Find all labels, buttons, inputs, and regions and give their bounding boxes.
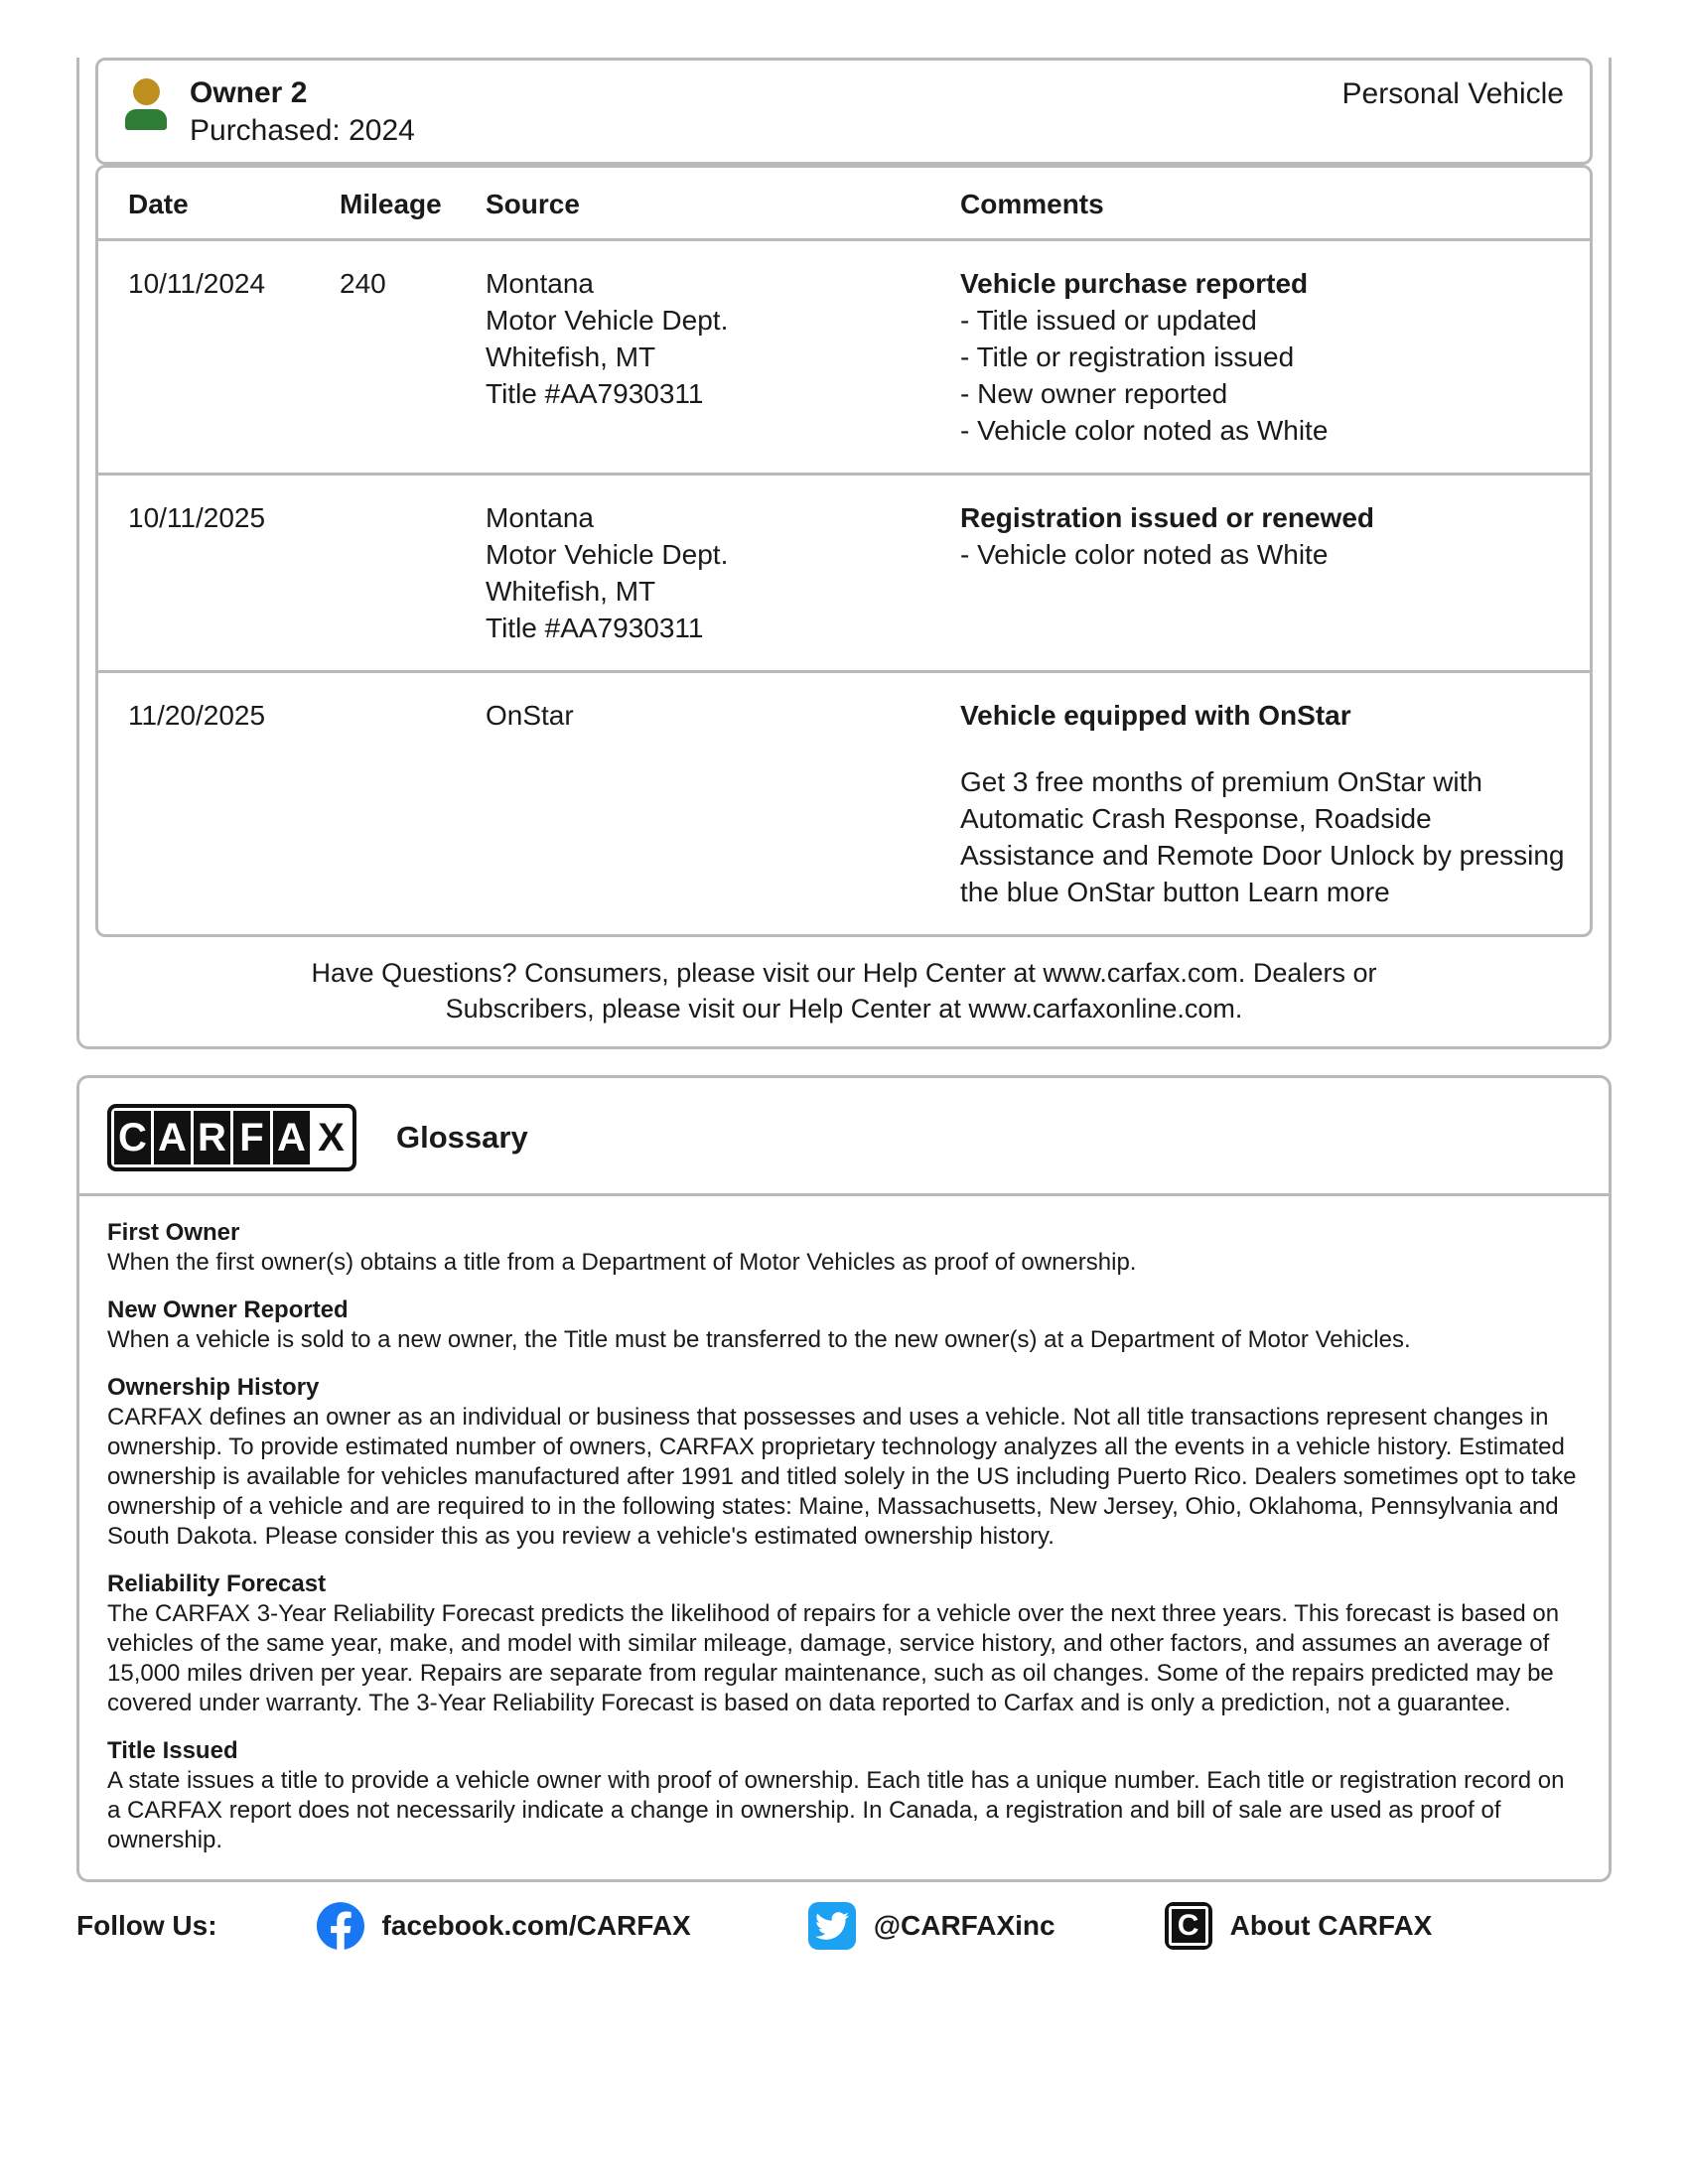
carfax-logo (107, 1104, 356, 1171)
glossary-definition: CARFAX defines an owner as an individual or business that possesses and uses a vehicle. Not all title transactions represent changes in ownership. To provide estimated number of owners, CARFAX proprietary technology analyzes all the events in a vehicle history. Estimated ownership is available for vehicles manufactured after 1991 and titled solely in the US including Puerto Rico. Dealers sometimes opt to take ownership of a vehicle and are required to in the following states: Maine, Massachusetts, New Jersey, Ohio, Oklahoma, Pennsylvania and South Dakota. Please consider this as you review a vehicle's estimated ownership history. (107, 1404, 1577, 1550)
table-row (98, 238, 1590, 473)
comment-item: - Title or registration issued (960, 341, 1295, 372)
row-comments (960, 697, 1580, 910)
table-row (98, 473, 1590, 670)
glossary-term: Reliability Forecast (107, 1570, 327, 1597)
row-comments (960, 265, 1580, 449)
carfax-logo-letter: A (154, 1111, 191, 1164)
comment-item: - Vehicle color noted as White (960, 539, 1329, 570)
person-icon-body (125, 109, 167, 130)
source-line: Whitefish, MT (486, 341, 656, 372)
owner-purchased-label: Purchased: 2024 (190, 114, 415, 147)
glossary-body (79, 1196, 1609, 1879)
person-icon-head (133, 78, 160, 105)
facebook-icon[interactable] (317, 1902, 364, 1950)
social-footer (76, 1902, 1688, 1950)
glossary-term: Ownership History (107, 1374, 320, 1401)
table-row (98, 670, 1590, 934)
row-date: 10/11/2025 (128, 502, 266, 533)
twitter-icon[interactable] (808, 1902, 856, 1950)
vehicle-history-section (76, 58, 1612, 1049)
glossary-term: New Owner Reported (107, 1297, 349, 1323)
owner-header-text (190, 74, 415, 150)
twitter-link[interactable]: @CARFAXinc (873, 1910, 1055, 1941)
row-source (486, 265, 960, 449)
source-line: Whitefish, MT (486, 576, 656, 607)
glossary-term: First Owner (107, 1219, 240, 1246)
glossary-definition: When a vehicle is sold to a new owner, the Title must be transferred to the new owner(s) at a Department of Motor Vehicles. (107, 1326, 1411, 1353)
help-text-line: Subscribers, please visit our Help Center at www.carfaxonline.com. (445, 994, 1243, 1024)
comment-item: - Title issued or updated (960, 305, 1257, 336)
glossary-definition: A state issues a title to provide a vehicle owner with proof of ownership. Each title has a unique number. Each title or registration record on a CARFAX report does not necessarily indicate a change in ownership. In Canada, a registration and bill of sale are used as proof of ownership. (107, 1767, 1565, 1853)
owner-header-left (124, 74, 415, 150)
glossary-entry (107, 1218, 1581, 1278)
carfax-c-icon[interactable] (1165, 1902, 1212, 1950)
glossary-entry (107, 1736, 1581, 1855)
glossary-entry (107, 1570, 1581, 1718)
carfax-logo-letter: A (273, 1111, 310, 1164)
column-header-mileage: Mileage (340, 189, 442, 219)
glossary-entry (107, 1296, 1581, 1355)
comment-paragraph (960, 763, 1568, 910)
row-date: 11/20/2025 (128, 700, 266, 731)
glossary-definition: The CARFAX 3-Year Reliability Forecast predicts the likelihood of repairs for a vehicle over the next three years. This forecast is based on vehicles of the same year, make, and model with similar mileage, damage, service history, and other factors, and assumes an average of 15,000 miles driven per year. Repairs are separate from regular maintenance, such as oil changes. Some of the repairs predicted may be covered under warranty. The 3-Year Reliability Forecast is based on data reported to Carfax and is only a prediction, not a guarantee. (107, 1600, 1560, 1716)
owner-person-icon (124, 78, 168, 130)
glossary-definition: When the first owner(s) obtains a title from a Department of Motor Vehicles as proof of ownership. (107, 1249, 1137, 1276)
history-table (95, 165, 1593, 937)
comment-title: Vehicle purchase reported (960, 268, 1309, 299)
glossary-entry (107, 1373, 1581, 1552)
row-mileage (340, 499, 486, 646)
source-line: Montana (486, 268, 594, 299)
column-header-comments: Comments (960, 189, 1104, 219)
carfax-logo-letter: X (313, 1111, 350, 1164)
source-line: OnStar (486, 700, 574, 731)
carfax-c-icon-frame (1169, 1906, 1208, 1946)
source-line: Title #AA7930311 (486, 613, 704, 643)
column-header-date: Date (128, 189, 189, 219)
about-carfax-link[interactable]: About CARFAX (1229, 1910, 1433, 1941)
help-text-line: Have Questions? Consumers, please visit our Help Center at www.carfax.com. Dealers or (311, 958, 1377, 988)
source-line: Motor Vehicle Dept. (486, 539, 729, 570)
onstar-offer-text: Get 3 free months of premium OnStar with Automatic Crash Response, Roadside Assistance and Remote Door Unlock by pressing the blue OnStar button (960, 766, 1565, 907)
row-mileage: 240 (340, 268, 386, 299)
source-line: Montana (486, 502, 594, 533)
vehicle-type-label: Personal Vehicle (1341, 77, 1564, 110)
row-date: 10/11/2024 (128, 268, 266, 299)
glossary-header (79, 1078, 1609, 1196)
follow-us-label: Follow Us: (76, 1910, 217, 1941)
help-text (179, 955, 1509, 1026)
owner-title: Owner 2 (190, 76, 308, 109)
comment-item: - Vehicle color noted as White (960, 415, 1329, 446)
comment-title: Vehicle equipped with OnStar (960, 700, 1351, 731)
glossary-title: Glossary (396, 1120, 528, 1155)
source-line: Motor Vehicle Dept. (486, 305, 729, 336)
row-mileage (340, 697, 486, 910)
carfax-logo-letter: C (114, 1111, 151, 1164)
source-line: Title #AA7930311 (486, 378, 704, 409)
glossary-term: Title Issued (107, 1737, 238, 1764)
row-source (486, 499, 960, 646)
learn-more-link[interactable]: Learn more (1247, 877, 1390, 907)
column-header-source: Source (486, 189, 580, 219)
owner-header (95, 58, 1593, 165)
comment-item: - New owner reported (960, 378, 1228, 409)
row-comments (960, 499, 1580, 646)
carfax-c-icon-letter: C (1172, 1909, 1205, 1943)
comment-title: Registration issued or renewed (960, 502, 1374, 533)
row-source (486, 697, 960, 910)
carfax-logo-letter: R (194, 1111, 230, 1164)
glossary-section (76, 1075, 1612, 1882)
facebook-link[interactable]: facebook.com/CARFAX (381, 1910, 691, 1941)
carfax-logo-letter: F (233, 1111, 270, 1164)
table-header-row (98, 168, 1590, 238)
